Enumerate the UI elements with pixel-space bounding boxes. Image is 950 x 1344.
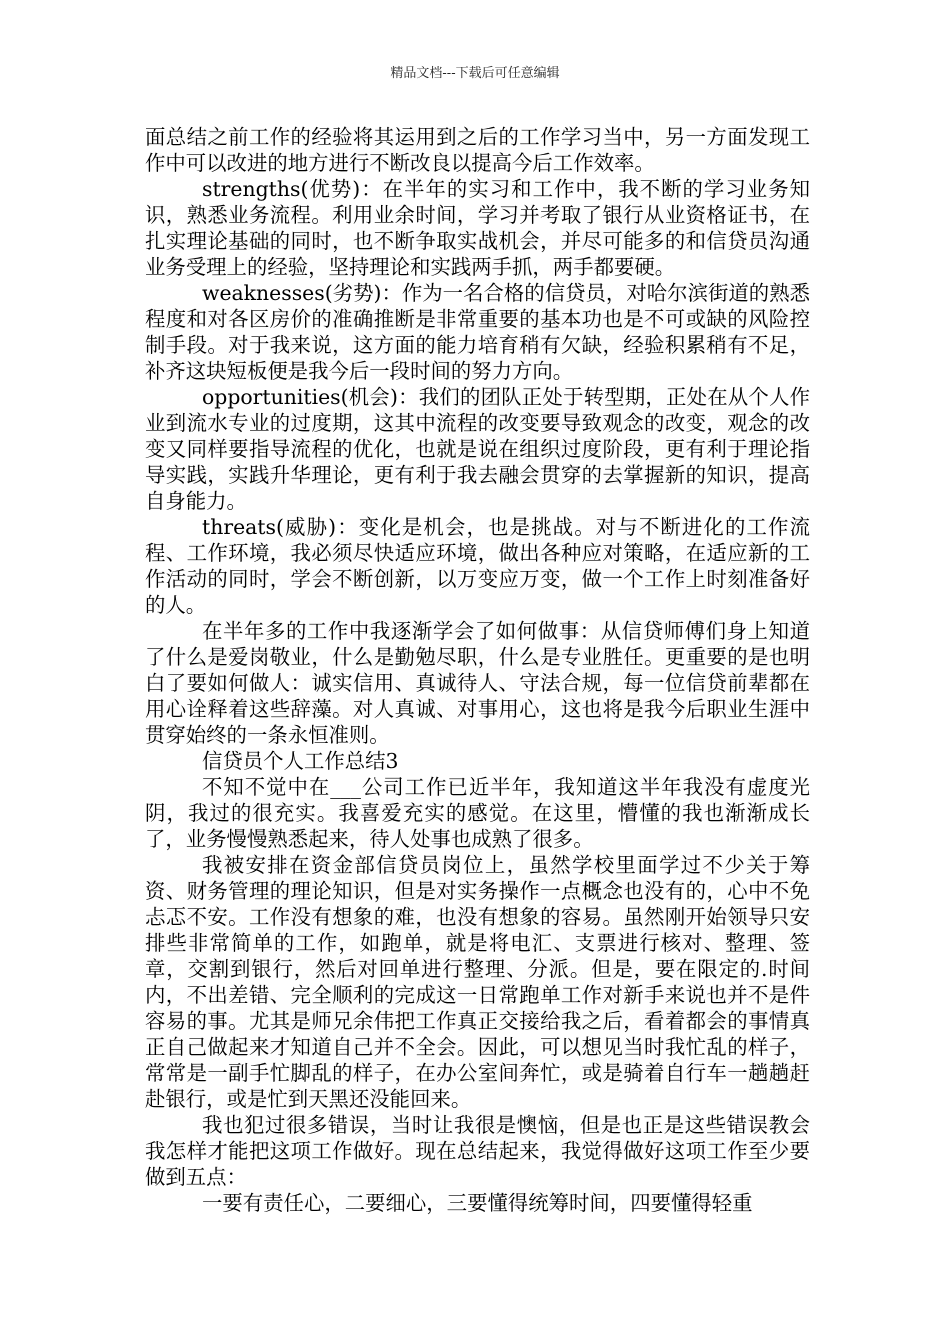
- document-body: [145, 124, 810, 1216]
- paragraph: 在半年多的工作中我逐渐学会了如何做事：从信贷师傅们身上知道了什么是爱岗敬业，什么是勤勉尽职，什么是专业胜任。更重要的是也明白了要如何做人：诚实信用、真诚待人、守法合规，每一位信贷前辈都在用心诠释着这些辞藻。对人真诚、对事用心，这也将是我今后职业生涯中贯穿始终的一条永恒准则。: [145, 619, 810, 747]
- paragraph-weaknesses: weaknesses(劣势)：作为一名合格的信贷员，对哈尔滨街道的熟悉程度和对各区房价的准确推断是非常重要的基本功也是不可或缺的风险控制手段。对于我来说，这方面的能力培育稍有欠缺，经验积累稍有不足，补齐这块短板便是我今后一段时间的努力方向。: [145, 281, 810, 383]
- paragraph: 面总结之前工作的经验将其运用到之后的工作学习当中，另一方面发现工作中可以改进的地方进行不断改良以提高今后工作效率。: [145, 125, 810, 175]
- paragraph-strengths: strengths(优势)：在半年的实习和工作中，我不断的学习业务知识，熟悉业务流程。利用业余时间，学习并考取了银行从业资格证书，在扎实理论基础的同时，也不断争取实战机会，并尽可能多的和信贷员沟通业务受理上的经验，坚持理论和实践两手抓，两手都要硬。: [145, 177, 810, 279]
- paragraph: 我也犯过很多错误，当时让我很是懊恼，但是也正是这些错误教会我怎样才能把这项工作做好。现在总结起来，我觉得做好这项工作至少要做到五点：: [145, 1113, 810, 1189]
- section-heading: 信贷员个人工作总结3: [202, 749, 399, 773]
- page-header: 精品文档---下载后可任意编辑: [390, 66, 560, 81]
- paragraph-opportunities: opportunities(机会)：我们的团队正处于转型期，正处在从个人作业到流水专业的过度期，这其中流程的改变要导致观念的改变，观念的改变又同样要指导流程的优化，也就是说在组织过度阶段，更有利于理论指导实践，实践升华理论，更有利于我去融会贯穿的去掌握新的知识，提高自身能力。: [145, 385, 810, 513]
- paragraph: 一要有责任心，二要细心，三要懂得统筹时间，四要懂得轻重: [202, 1191, 753, 1215]
- paragraph: 不知不觉中在___公司工作已近半年，我知道这半年我没有虚度光阴，我过的很充实。我喜爱充实的感觉。在这里，懵懂的我也渐渐成长了，业务慢慢熟悉起来，待人处事也成熟了很多。: [145, 775, 810, 851]
- paragraph-threats: threats(威胁)：变化是机会，也是挑战。对与不断进化的工作流程、工作环境，我必须尽快适应环境，做出各种应对策略，在适应新的工作活动的同时，学会不断创新，以万变应万变，做一个工作上时刻准备好的人。: [145, 515, 810, 617]
- paragraph: 我被安排在资金部信贷员岗位上，虽然学校里面学过不少关于筹资、财务管理的理论知识，但是对实务操作一点概念也没有的，心中不免忐忑不安。工作没有想象的难，也没有想象的容易。虽然刚开始领导只安排些非常简单的工作，如跑单，就是将电汇、支票进行核对、整理、签章，交割到银行，然后对回单进行整理、分派。但是，要在限定的.时间内，不出差错、完全顺利的完成这一日常跑单工作对新手来说也并不是件容易的事。尤其是师兄余伟把工作真正交接给我之后，看着都会的事情真正自己做起来才知道自己并不全会。因此，可以想见当时我忙乱的样子，常常是一副手忙脚乱的样子，在办公室间奔忙，或是骑着自行车一趟趟赶赴银行，或是忙到天黑还没能回来。: [145, 853, 810, 1111]
